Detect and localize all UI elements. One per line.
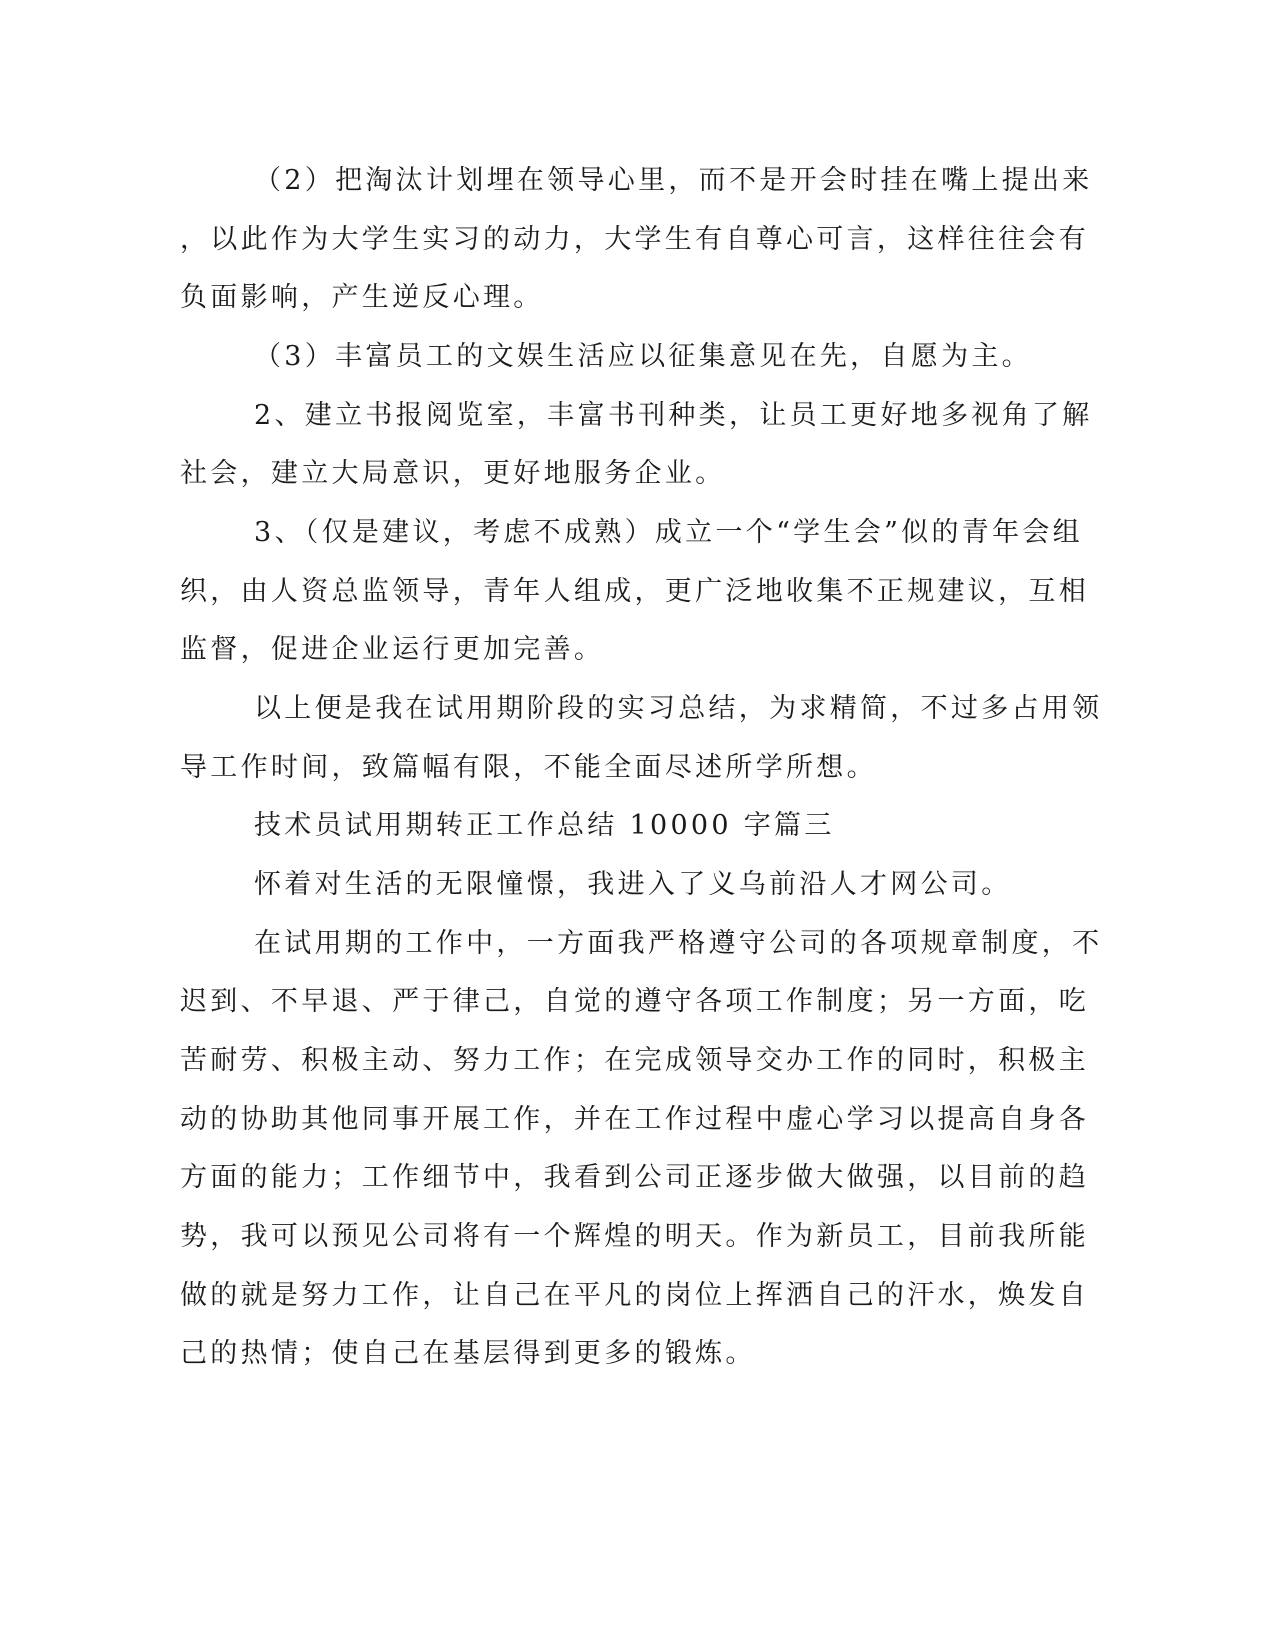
text-line: 社会，建立大局意识，更好地服务企业。 xyxy=(180,458,726,489)
text-line: 监督，促进企业运行更加完善。 xyxy=(180,634,605,665)
text-line: 织，由人资总监领导，青年人组成，更广泛地收集不正规建议，互相 xyxy=(180,576,1089,607)
text-line: 3、（仅是建议，考虑不成熟）成立一个“学生会”似的青年会组 xyxy=(254,517,1083,548)
text-line: 迟到、不早退、严于律己，自觉的遵守各项工作制度；另一方面，吃 xyxy=(180,986,1089,1017)
text-line: （3）丰富员工的文娱生活应以征集意见在先，自愿为主。 xyxy=(254,341,1032,372)
text-line: （2）把淘汰计划埋在领导心里，而不是开会时挂在嘴上提出来 xyxy=(254,165,1093,196)
text-line: 2、建立书报阅览室，丰富书刊种类，让员工更好地多视角了解 xyxy=(254,400,1093,431)
text-line: 做的就是努力工作，让自己在平凡的岗位上挥洒自己的汗水，焕发自 xyxy=(180,1280,1089,1311)
text-line: 导工作时间，致篇幅有限，不能全面尽述所学所想。 xyxy=(180,752,877,783)
text-line: 方面的能力；工作细节中，我看到公司正逐步做大做强，以目前的趋 xyxy=(180,1162,1089,1193)
text-line: 怀着对生活的无限憧憬，我进入了义乌前沿人才网公司。 xyxy=(254,869,1012,900)
text-line: 势，我可以预见公司将有一个辉煌的明天。作为新员工，目前我所能 xyxy=(180,1221,1089,1252)
text-line: 在试用期的工作中，一方面我严格遵守公司的各项规章制度，不 xyxy=(254,928,1103,959)
text-line: 苦耐劳、积极主动、努力工作；在完成领导交办工作的同时，积极主 xyxy=(180,1045,1089,1076)
text-line: ，以此作为大学生实习的动力，大学生有自尊心可言，这样往往会有 xyxy=(180,224,1089,255)
text-line: 己的热情；使自己在基层得到更多的锻炼。 xyxy=(180,1338,756,1369)
text-line: 动的协助其他同事开展工作，并在工作过程中虚心学习以提高自身各 xyxy=(180,1104,1089,1135)
section-heading: 技术员试用期转正工作总结 10000 字篇三 xyxy=(254,810,835,841)
text-line: 负面影响，产生逆反心理。 xyxy=(180,282,544,313)
text-line: 以上便是我在试用期阶段的实习总结，为求精简，不过多占用领 xyxy=(254,693,1103,724)
